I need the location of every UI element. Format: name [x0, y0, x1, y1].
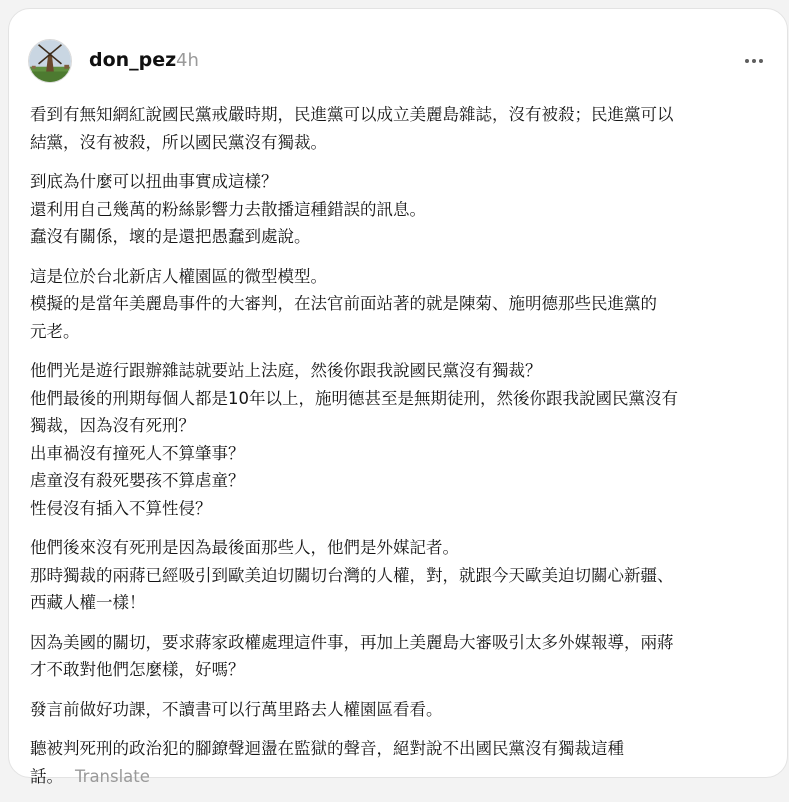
- post-line: 西藏人權一樣！: [30, 593, 146, 612]
- post-line: 模擬的是當年美麗島事件的大審判，在法官前面站著的就是陳菊、施明德那些民進黨的: [30, 294, 657, 313]
- post-author[interactable]: don_pez: [89, 49, 177, 71]
- post-paragraph: [30, 101, 775, 156]
- ellipsis-icon: [752, 59, 756, 63]
- ellipsis-icon: [745, 59, 749, 63]
- post-line: 獨裁，因為沒有死刑？: [30, 416, 195, 435]
- post-paragraph: [30, 735, 775, 790]
- post-line: 虐童沒有殺死嬰孩不算虐童？: [30, 471, 245, 490]
- post-line: 蠢沒有關係，壞的是還把愚蠢到處說。: [30, 227, 311, 246]
- post-line: 他們光是遊行跟辦雜誌就要站上法庭，然後你跟我說國民黨沒有獨裁？: [30, 361, 542, 380]
- avatar[interactable]: [28, 39, 72, 83]
- post-line: 發言前做好功課，不讀書可以行萬里路去人權園區看看。: [30, 699, 443, 719]
- post-paragraph: [30, 629, 775, 684]
- post-line: 元老。: [30, 321, 80, 341]
- post-line: 性侵沒有插入不算性侵？: [30, 498, 212, 518]
- post-line: 到底為什麼可以扭曲事實成這樣？: [30, 172, 278, 191]
- post-line: 這是位於台北新店人權園區的微型模型。: [30, 266, 327, 286]
- post-line-text: 話。: [30, 766, 63, 786]
- post-line: 他們後來沒有死刑是因為最後面那些人，他們是外媒記者。: [30, 538, 459, 557]
- post-paragraph: [30, 263, 775, 346]
- ellipsis-icon: [759, 59, 763, 63]
- post-line: 他們最後的刑期每個人都是10年以上，施明德甚至是無期徒刑，然後你跟我說國民黨沒有: [30, 388, 678, 408]
- post-line: 看到有無知網紅說國民黨戒嚴時期，民進黨可以成立美麗島雜誌，沒有被殺；民進黨可以: [30, 105, 674, 124]
- post-paragraph: [30, 534, 775, 617]
- post-line: 才不敢對他們怎麼樣，好嗎？: [30, 660, 245, 679]
- post-paragraph: [30, 696, 775, 724]
- post-line: 出車禍沒有撞死人不算肇事？: [30, 443, 245, 463]
- post-card: [8, 8, 788, 786]
- post-line: 聽被判死刑的政治犯的腳鐐聲迴盪在監獄的聲音，絕對說不出國民黨沒有獨裁這種: [30, 739, 624, 758]
- more-options-button[interactable]: [738, 51, 770, 71]
- windmill-avatar-icon: [29, 40, 71, 82]
- post-paragraph: [30, 357, 775, 522]
- post-line: [30, 763, 775, 791]
- post-line: 結黨，沒有被殺，所以國民黨沒有獨裁。: [30, 132, 327, 152]
- post-paragraph: [30, 168, 775, 251]
- post-line: 還利用自己幾萬的粉絲影響力去散播這種錯誤的訊息。: [30, 199, 426, 219]
- translate-link[interactable]: Translate: [75, 766, 150, 786]
- post-timestamp[interactable]: 4h: [176, 50, 199, 71]
- post-body: [30, 101, 775, 802]
- post-line: 那時獨裁的兩蔣已經吸引到歐美迫切關切台灣的人權，對，就跟今天歐美迫切關心新疆、: [30, 565, 674, 585]
- post-line: 因為美國的關切，要求蔣家政權處理這件事，再加上美麗島大審吸引太多外媒報導，兩蔣: [30, 632, 674, 652]
